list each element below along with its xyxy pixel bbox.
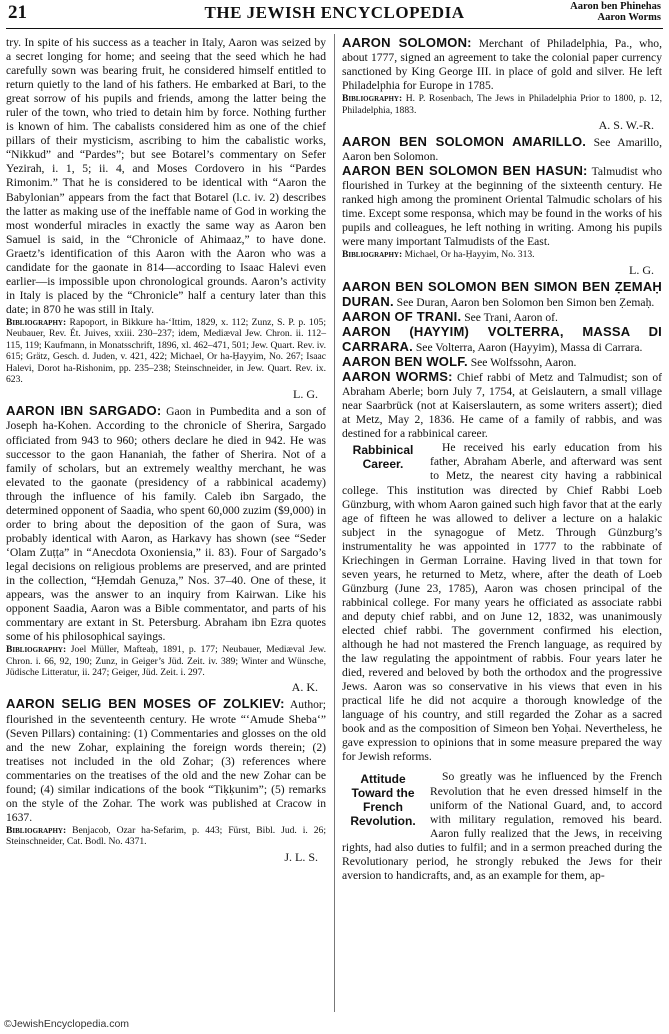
headword: AARON IBN SARGADO:: [6, 403, 162, 419]
signature: L. G.: [629, 262, 654, 277]
running-title: THE JEWISH ENCYCLOPEDIA: [204, 3, 465, 22]
paragraph: So greatly was he influenced by the French Revolution that he even dressed himself in the uniform of the National Guard, and, to accord with military regulation, removed his beard. Aaron fully realized that the Jews, in receiving rights, had also duties to fulfil; and in a sermon preached during the Revolutionary period, he strongly rebuked the Jews for their aversion to handicrafts, and, as an example for them, ap-: [342, 770, 662, 882]
bibliography-label: Bibliography:: [6, 824, 67, 836]
margin-heading: Attitude Toward the French Revolution.: [350, 772, 416, 829]
entry-aaron-solomon: [342, 36, 662, 93]
entry-text: Gaon in Pumbedita and a son of Joseph ha-Kohen. According to the chronicle of Sherira, Sargado officiated from 943 to 960; others declare he died in 942. He was successor to the gaon Hananiah, the father of Sherira. Not of a family of scholars, but an extremely wealthy merchant, he was elevated to the gaonate (presidency of a rabbinical academy) through the influence of his family. Caleb ibn Sargado, the determined opponent of Saadia, who spent 60,000 zuzim ($9,000) in order to bring about the deposition of the gaon of Sura, was probably identical with Aaron, as Harkavy has shown (see “Seder ‘Olam Zuṭṭa” in “Anecdota Oxoniensia,” ii. 83). Four of Sargado’s legal decisions on religious problems are preserved, and are printed in the collection, “Ḥemdah Genuza,” Nos. 37–40. One of these, it appears, was the answer to an inquiry from Kairwan. Like his opponent Saadia, Aaron was a Bible commentator, and parts of his commentary are extant in St. Petersburg. Abraham ibn Ezra quotes some of his philosophical sayings.: [6, 405, 326, 644]
headword: AARON BEN WOLF.: [342, 354, 468, 370]
entry-text: Chief rabbi of Metz and Talmudist; son of Abraham Aberle; born July 7, 1754, at Geislautern, a small village near Saarbrück (not at Kaiserslautern, as some writers assert); died at Metz, May 2, 1836. He came of a family of rabbis, and was destined for a rabbinical career.: [342, 371, 663, 441]
cross-reference: See Trani, Aaron of.: [464, 310, 558, 324]
signature: A. S. W.-R.: [598, 118, 654, 132]
entry-aaron-hasun: [342, 164, 662, 249]
running-head-first: Aaron ben Phinehas: [570, 1, 661, 12]
bibliography-label: Bibliography:: [342, 249, 403, 261]
cross-reference: See Wolfssohn, Aaron.: [470, 356, 577, 370]
signature: J. L. S.: [284, 849, 318, 864]
signature: L. G.: [293, 387, 318, 402]
headword: AARON BEN SOLOMON AMARILLO.: [342, 134, 587, 150]
paragraph: try. In spite of his success as a teacher in Italy, Aaron was seized by a secret longing for home; and seeing that the seed which he had carefully sown was bearing fruit, he considered himself entitled to return quietly to the land of his fathers. He embarked at Bari, to the great sorrow of his pupils and friends, among the latter being the ruler of the town, who tried to detain him by force. Nothing further is known of him. The cabalists considered him as one of the chief pillars of their mysticism, ascribing to him the cabalistic works, “Nikkud” and “Pardes”; but see Botarel’s commentary on Sefer Yezirah, i. 1, 5; ii. 4, and Moses Cordovero in his “Pardes Rimonim.” That he is considered to be identical with “Aaron the Babylonian” appears from the fact that Botarel (l.c. iv. 2) describes the latter as making use of the ineffable name of God in working the most wonderful miracles in exactly the same way as Aaron ben Samuel is said, in the “Chronicle of Ahimaaz,” to have done. Graetz’s identification of this Aaron with the Aaron who was a candidate for the gaonate in 814—according to Isaac Halevi even earlier—is impossible upon chronological grounds. Aaron’s activity in Italy is placed by the “Chronicle” half a century later than this date; in 870 he was still in Italy.: [6, 36, 326, 316]
bibliography-label: Bibliography:: [342, 93, 403, 105]
cross-reference: See Volterra, Aaron (Hayyim), Massa di Carrara.: [415, 341, 643, 355]
bibliography: [6, 825, 326, 848]
bibliography-text: Benjacob, Ozar ha-Sefarim, p. 443; Fürst, Bibl. Jud. i. 26; Steinschneider, Cat. Bodl. No. 4371.: [6, 824, 326, 848]
page-number: 21: [8, 2, 27, 23]
headword: AARON BEN SOLOMON BEN SIMON BEN ẒEMAḤ DURAN.: [342, 278, 662, 309]
entry-aaron-selig: [6, 697, 326, 824]
running-head-last: Aaron Worms: [597, 12, 661, 23]
bibliography-text: H. P. Rosenbach, The Jews in Philadelphia Prior to 1800, p. 12, Philadelphia, 1883.: [342, 93, 662, 116]
entry-aaron-amarillo: [342, 135, 662, 164]
entry-aaron-duran: [342, 280, 662, 310]
bibliography-label: Bibliography:: [6, 316, 67, 328]
entry-aaron-volterra: [342, 325, 662, 355]
bibliography-text: Joel Müller, Mafteaḥ, 1891, p. 177; Neubauer, Mediæval Jew. Chron. i. 66, 92, 190; Zunz, in Geiger’s Jüd. Zeit. iv. 389; Winter and Wünsche, Jüdische Litteratur, ii. 247; Geiger, Jüd. Zeit. i. 297.: [6, 644, 326, 679]
bibliography: [6, 644, 326, 678]
entry-aaron-ben-wolf: [342, 355, 662, 370]
bibliography-text: Michael, Or ha-Ḥayyim, No. 313.: [404, 249, 535, 261]
paragraph: He received his early education from his father, Abraham Aberle, and afterward was sent to Metz, the nearest city having a rabbinical college. This institution was directed by Chief Rabbi Loeb Günzburg, with whom Aaron gained such high favor that at the early age of fifteen he was allowed to deliver a lecture on a halakic subject in the synagogue of Metz. Through Günzburg’s instrumentality he was appointed in 1777 to the rabbinate of Kriechingen in German Lorraine. Having lived in that town for seven years, he returned to Metz, where, after the death of Loeb Günzburg (June 23, 1785), Aaron was chosen principal of the rabbinical college. For many years he officiated as associate rabbi and deputy chief rabbi, and on June 12, 1832, was unanimously elected chief rabbi. The government confirmed his election, although he had not mastered the French language, as required by the law regulating the appointment of rabbis. Four years later he died, revered and beloved by both the orthodox and the progressive Jews. Aaron was so conservative in his views that even in his practical life he did not acquire a thorough knowledge of the language of his country, and still regarded the Zohar as a sacred book and as the composition of Simeon ben Yoḥai. Nevertheless, he gave expression to opinions that in some measure prepared the way for Jewish reforms.: [342, 441, 662, 764]
bibliography-text: Rapoport, in Bikkure ha-‘Ittim, 1829, x. 112; Zunz, S. P. p. 105; Neubauer, Rev. Ét. Juives, xxiii. 230–237; idem, Mediæval Jew. Chron. ii. 112–115, 119; Kaufmann, in Monatsschrift, 1896, xl. 462–471, 501; Jew. Quart. Rev. iv. 615; Grätz, Gesch. d. Juden, v. 421, 422; Michael, Or ha-Ḥayyim, No. 267; Isaac Halevi, Dorot ha-Rishonim, pp. 235–238; Steinschneider, in Jew. Quart. Rev. ix. 623.: [6, 316, 326, 385]
signature: A. K.: [291, 680, 318, 695]
headword: AARON SELIG BEN MOSES OF ZOLKIEV:: [6, 696, 285, 712]
headword: AARON (HAYYIM) VOLTERRA, MASSA DI CARRARA.: [342, 324, 662, 355]
headword: AARON WORMS:: [342, 369, 453, 385]
margin-heading: Rabbinical Career.: [352, 443, 414, 472]
page-header: [6, 0, 663, 29]
footer-credit: ©JewishEncyclopedia.com: [4, 1018, 130, 1030]
bibliography-label: Bibliography:: [6, 644, 67, 656]
bibliography: [342, 93, 662, 116]
column-divider: [334, 34, 335, 1012]
bibliography: [342, 249, 662, 260]
entry-text: Author; flourished in the seventeenth century. He wrote “‘Amude Sheba‘” (Seven Pillars) containing: (1) Commentaries and glosses on the old and the new Zohar, explaining the foreign words therein; (2) treatises not included in the old Zohar; (3) references where commentaries on the treatises of the old and the new Zohar can be found; (4) similar indications of the book “Tiḳḳunim”; (5) remarks on the style of the Zohar. The work was published at Cracow in 1637.: [6, 698, 326, 824]
headword: AARON OF TRANI.: [342, 308, 462, 324]
cross-reference: See Amarillo, Aaron ben Solomon.: [342, 136, 662, 164]
entry-aaron-of-trani: [342, 310, 662, 325]
entry-text: Talmudist who flourished in Turkey at the beginning of the sixteenth century. He ranked high among the prominent Oriental Talmudic scholars of his time. Except some responsa, which may be found in the works of his pupils and colleagues, he left nothing in writing. Among his pupils were many important Talmudists of the East.: [342, 165, 662, 249]
cross-reference: See Duran, Aaron ben Solomon ben Simon ben Ẓemaḥ.: [396, 295, 655, 309]
right-column: [342, 36, 662, 883]
bibliography: [6, 317, 326, 385]
left-column: [6, 36, 326, 867]
entry-aaron-ibn-sargado: [6, 404, 326, 644]
running-head: [570, 1, 661, 23]
entry-text: Merchant of Philadelphia, Pa., who, about 1777, signed an agreement to take the colonial paper currency sanctioned by King George III. in place of gold and silver. He left Philadelphia for Europe in 1785.: [342, 37, 662, 93]
headword: AARON SOLOMON:: [342, 35, 472, 50]
entry-aaron-worms: [342, 370, 662, 441]
headword: AARON BEN SOLOMON BEN HASUN:: [342, 163, 588, 179]
